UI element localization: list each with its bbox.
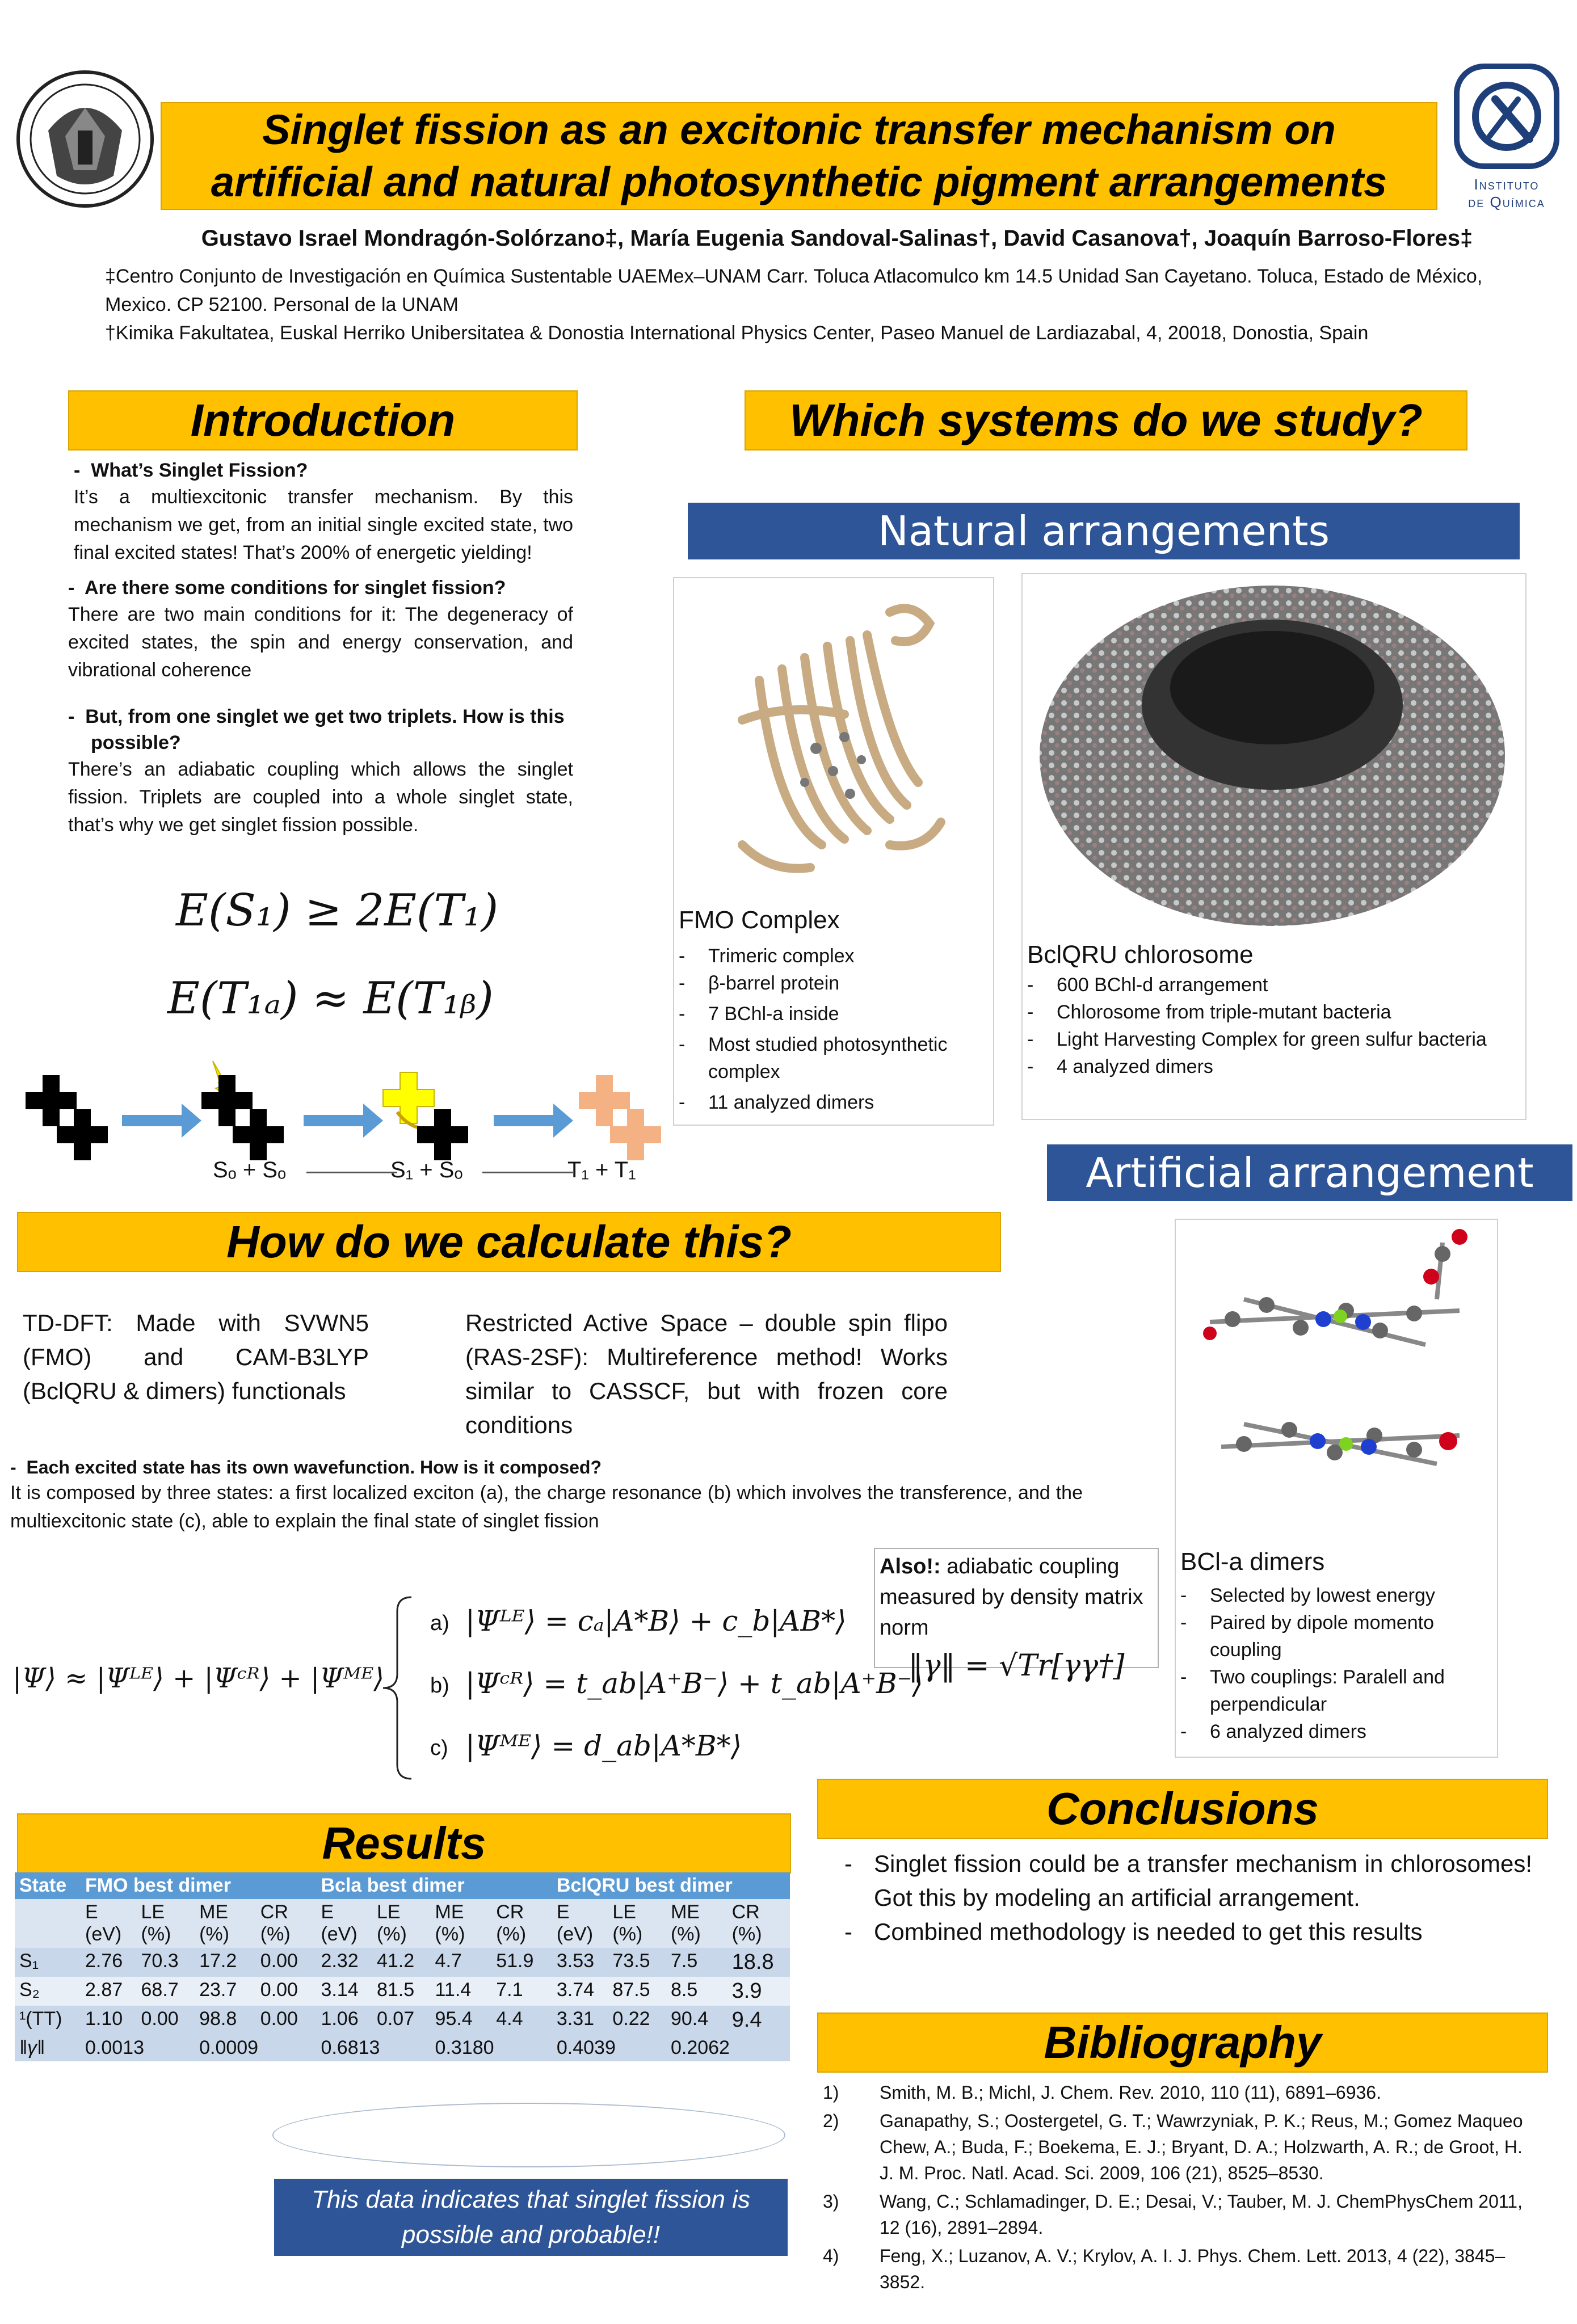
state-cell: S₁ [15, 1948, 81, 1977]
value-cell: 98.8 [195, 2006, 256, 2035]
title-line-2: artificial and natural photosynthetic pigment arrangements [211, 158, 1387, 205]
bibliography-list [823, 2079, 1532, 2297]
natural-heading: Natural arrangements [688, 503, 1520, 559]
sub-header: ME (%) [431, 1899, 492, 1948]
state-label-singlet: S₁ + Sₒ [390, 1157, 463, 1182]
value-cell: 70.3 [137, 1948, 195, 1977]
value-cell: 2.76 [81, 1948, 137, 1977]
equation-degeneracy-2: E(T₁ₐ) ≈ E(T₁ᵦ) [167, 973, 494, 1024]
chlorosome-panel [1021, 573, 1526, 1120]
value-cell: 8.5 [666, 1977, 727, 2006]
value-cell: 7.1 [491, 1977, 552, 2006]
wavefunction-total: |Ψ⟩ ≈ |Ψᴸᴱ⟩ + |Ψᶜᴿ⟩ + |Ψᴹᴱ⟩ [12, 1662, 384, 1694]
conclusion-item: - Singlet fission could be a transfer mechanism in chlorosomes! Got this by modeling an artificial arrangement. [840, 1847, 1532, 1915]
wavefunction-answer: It is composed by three states: a first localized exciton (a), the charge resonance (b) which involves the transference, and the multiexcitonic state (c), able to explain the final state of singlet fission [10, 1482, 1083, 1532]
bib-entry [823, 2108, 1532, 2186]
intro-a2: There are two main conditions for it: The degeneracy of excited states, the spin and energy conservation, and vibrational coherence [68, 604, 573, 681]
sub-header: ME (%) [666, 1899, 727, 1948]
dimer-item: - Selected by lowest energy [1176, 1582, 1494, 1609]
intro-section [68, 457, 573, 839]
artificial-heading: Artificial arrangement [1047, 1144, 1572, 1201]
value-cell: 0.00 [256, 1977, 317, 2006]
norm-row [15, 2035, 790, 2061]
value-cell: 0.00 [256, 1948, 317, 1977]
bib-entry [823, 2079, 1532, 2106]
norm-cell: 0.0013 [81, 2035, 195, 2061]
dimer-item: - Paired by dipole momento coupling [1176, 1609, 1494, 1664]
fmo-list [674, 942, 986, 1116]
sub-header: E (eV) [316, 1899, 372, 1948]
iq-logo [1450, 60, 1563, 213]
value-cell: 18.8 [727, 1948, 790, 1977]
results-note: This data indicates that singlet fission is possible and probable!! [274, 2179, 788, 2256]
dimer-title: BCl-a dimers [1180, 1548, 1325, 1576]
sub-header: CR (%) [491, 1899, 552, 1948]
energy-transfer-pair-icon [383, 1072, 468, 1160]
sub-header: LE (%) [372, 1899, 431, 1948]
state-arrow-1 [306, 1172, 397, 1173]
value-cell: 1.10 [81, 2006, 137, 2035]
chlorosome-item: - Chlorosome from triple-mutant bacteria [1023, 999, 1516, 1026]
sub-header: E (eV) [81, 1899, 137, 1948]
results-heading: Results [17, 1813, 791, 1873]
bib-number: 3) [823, 2191, 839, 2212]
intro-q2: - Are there some conditions for singlet fission? [68, 577, 506, 599]
ground-state-pair-icon [26, 1075, 108, 1160]
chlorosome-item: - Light Harvesting Complex for green sulfur bacteria [1023, 1026, 1516, 1053]
state-cell: S₂ [15, 1977, 81, 2006]
chlorosome-list [1023, 971, 1516, 1080]
norm-cell: 0.4039 [552, 2035, 666, 2061]
results-body [15, 1948, 790, 2061]
fmo-item: - Most studied photosynthetic complex [674, 1031, 986, 1085]
value-cell: 3.31 [552, 2006, 608, 2035]
fmo-protein-image [674, 578, 992, 907]
also-box [874, 1548, 1159, 1683]
triplet-pair-icon [579, 1075, 661, 1160]
value-cell: 81.5 [372, 1977, 431, 2006]
bib-number: 2) [823, 2111, 839, 2131]
sub-header: ME (%) [195, 1899, 256, 1948]
value-cell: 95.4 [431, 2006, 492, 2035]
conclusions-heading: Conclusions [817, 1779, 1548, 1839]
value-cell: 3.14 [316, 1977, 372, 2006]
intro-heading: Introduction [68, 390, 578, 451]
value-cell: 0.00 [137, 2006, 195, 2035]
value-cell: 4.4 [491, 2006, 552, 2035]
also-text: Also!: adiabatic coupling measured by density matrix norm [880, 1555, 1143, 1640]
title-line-1: Singlet fission as an excitonic transfer mechanism on [262, 106, 1336, 153]
norm-highlight-ellipse [272, 2103, 785, 2167]
value-cell: 51.9 [491, 1948, 552, 1977]
intro-a3: There’s an adiabatic coupling which allows the singlet fission. Triplets are coupled into a whole singlet state, that’s why we get singlet fission possible. [68, 759, 573, 836]
bibliography-heading: Bibliography [817, 2013, 1548, 2073]
chlorosome-item: - 4 analyzed dimers [1023, 1053, 1516, 1080]
value-cell: 11.4 [431, 1977, 492, 2006]
table-row [15, 1948, 790, 1977]
ras-text: Restricted Active Space – double spin flipo (RAS-2SF): Multireference method! Works similar to CASSCF, but with frozen core conditions [465, 1310, 948, 1438]
sub-header: LE (%) [137, 1899, 195, 1948]
header-bclqru: BclQRU best dimer [552, 1872, 790, 1899]
value-cell: 9.4 [727, 2006, 790, 2035]
state-cell: ¹(TT) [15, 2006, 81, 2035]
bib-text: Ganapathy, S.; Oostergetel, G. T.; Wawrzyniak, P. K.; Reus, M.; Gomez Maqueo Chew, A.; Buda, F.; Boekema, E. J.; Bryant, D. A.; Holzwarth, A. R.; de Groot, H. J. M. Proc. Natl. Acad. Sci. 2009, 106 (21), 8525–8530. [880, 2111, 1523, 2183]
header-fmo: FMO best dimer [81, 1872, 316, 1899]
norm-cell: 0.6813 [316, 2035, 430, 2061]
authors: Gustavo Israel Mondragón-Solórzano‡, María Eugenia Sandoval-Salinas†, David Casanova†, Joaquín Barroso-Flores‡ [201, 226, 1473, 251]
value-cell: 4.7 [431, 1948, 492, 1977]
unam-logo [14, 62, 156, 216]
value-cell: 3.74 [552, 1977, 608, 2006]
norm-cell: 0.0009 [195, 2035, 316, 2061]
value-cell: 23.7 [195, 1977, 256, 2006]
chlorosome-title: BclQRU chlorosome [1027, 941, 1254, 969]
value-cell: 1.06 [316, 2006, 372, 2035]
value-cell: 87.5 [608, 1977, 666, 2006]
dimer-list [1176, 1582, 1494, 1745]
state-cell: ‖γ‖ [15, 2035, 81, 2061]
value-cell: 90.4 [666, 2006, 727, 2035]
excited-singlet-pair-icon [201, 1061, 284, 1160]
chlorosome-image [1023, 574, 1525, 937]
fmo-item: - Trimeric complex [674, 942, 986, 970]
conclusions-list [840, 1847, 1532, 1949]
results-table [15, 1872, 790, 2061]
table-row [15, 2006, 790, 2035]
bib-entry [823, 2188, 1532, 2241]
sub-header: LE (%) [608, 1899, 666, 1948]
dimer-item: - 6 analyzed dimers [1176, 1718, 1494, 1745]
value-cell: 3.9 [727, 1977, 790, 2006]
affiliation-1: ‡Centro Conjunto de Investigación en Química Sustentable UAEMex–UNAM Carr. Toluca Atlacomulco km 14.5 Unidad San Cayetano. Toluca, Estado de México, Mexico. CP 52100. Personal de la UNAM [105, 266, 1483, 315]
intro-q3: - But, from one singlet we get two triplets. How is this possible? [68, 706, 565, 753]
sub-header: CR (%) [727, 1899, 790, 1948]
systems-heading: Which systems do we study? [745, 390, 1467, 451]
norm-cell: 0.2062 [666, 2035, 790, 2061]
value-cell: 0.22 [608, 2006, 666, 2035]
norm-cell: 0.3180 [431, 2035, 552, 2061]
sub-header: E (eV) [552, 1899, 608, 1948]
state-label-triplet: T₁ + T₁ [567, 1157, 636, 1182]
intro-q1: - What’s Singlet Fission? [74, 460, 308, 481]
eq-b-label: b) [430, 1674, 449, 1698]
value-cell: 2.87 [81, 1977, 137, 2006]
iq-logo-text-2: de Química [1468, 193, 1545, 210]
calc-heading: How do we calculate this? [17, 1212, 1001, 1272]
header-state: State [15, 1872, 81, 1899]
fmo-title: FMO Complex [679, 906, 840, 934]
bib-text: Wang, C.; Schlamadinger, D. E.; Desai, V.; Tauber, M. J. ChemPhysChem 2011, 12 (16), 2891–2894. [880, 2191, 1523, 2238]
wavefunction-question: - Each excited state has its own wavefunction. How is it composed? [10, 1457, 602, 1477]
sub-header: CR (%) [256, 1899, 317, 1948]
eq-local-exciton: |Ψᴸᴱ⟩ = cₐ|A*B⟩ + c_b|AB*⟩ [465, 1605, 847, 1637]
value-cell: 73.5 [608, 1948, 666, 1977]
value-cell: 68.7 [137, 1977, 195, 2006]
bib-entry [823, 2243, 1532, 2295]
value-cell: 41.2 [372, 1948, 431, 1977]
dimer-item: - Two couplings: Paralell and perpendicular [1176, 1664, 1494, 1718]
affiliations [105, 262, 1490, 347]
title-banner [161, 102, 1437, 210]
bib-text: Feng, X.; Luzanov, A. V.; Krylov, A. I. J. Phys. Chem. Lett. 2013, 4 (22), 3845–3852. [880, 2246, 1505, 2292]
tddft-text: TD-DFT: Made with SVWN5 (FMO) and CAM-B3LYP (BclQRU & dimers) functionals [23, 1310, 369, 1404]
value-cell: 7.5 [666, 1948, 727, 1977]
wavefunction-brace [380, 1594, 414, 1782]
fmo-item: - 11 analyzed dimers [674, 1089, 986, 1116]
fmo-panel [673, 577, 994, 1126]
bib-text: Smith, M. B.; Michl, J. Chem. Rev. 2010, 110 (11), 6891–6936. [880, 2082, 1381, 2103]
intro-a1: It’s a multiexcitonic transfer mechanism. By this mechanism we get, from an initial single excited state, two final excited states! That’s 200% of energetic yielding! [74, 486, 573, 563]
header-bcla: Bcla best dimer [316, 1872, 552, 1899]
chlorosome-item: - 600 BChl-d arrangement [1023, 971, 1516, 999]
eq-multiexciton: |Ψᴹᴱ⟩ = d_ab|A*B*⟩ [465, 1729, 742, 1762]
equation-degeneracy-1: E(S₁) ≥ 2E(T₁) [176, 885, 499, 936]
affiliation-2: †Kimika Fakultatea, Euskal Herriko Unibersitatea & Donostia International Physics Center, Paseo Manuel de Lardiazabal, 4, 20018, Donostia, Spain [105, 322, 1369, 344]
value-cell: 0.00 [256, 2006, 317, 2035]
value-cell: 3.53 [552, 1948, 608, 1977]
conclusion-item: - Combined methodology is needed to get this results [840, 1915, 1532, 1949]
iq-logo-text-1: Instituto [1474, 176, 1540, 193]
bib-number: 4) [823, 2246, 839, 2266]
bib-number: 1) [823, 2082, 839, 2103]
value-cell: 0.07 [372, 2006, 431, 2035]
state-arrow-2 [482, 1172, 573, 1173]
eq-charge-resonance: |Ψᶜᴿ⟩ = t_ab|A⁺B⁻⟩ + t_ab|A⁺B⁻⟩ [465, 1667, 923, 1700]
value-cell: 2.32 [316, 1948, 372, 1977]
fmo-item: - 7 BChl-a inside [674, 1000, 986, 1028]
dimer-panel [1175, 1219, 1498, 1758]
iq-logo-mark-icon [1450, 60, 1563, 173]
fmo-item: - β-barrel protein [674, 970, 986, 997]
state-label-ground: Sₒ + Sₒ [213, 1157, 287, 1182]
bcl-dimer-image [1176, 1220, 1494, 1538]
eq-a-label: a) [430, 1611, 449, 1635]
value-cell: 17.2 [195, 1948, 256, 1977]
norm-equation: ‖γ‖ = √Tr[γγ†] [908, 1649, 1125, 1683]
eq-c-label: c) [430, 1736, 448, 1760]
table-row [15, 1977, 790, 2006]
